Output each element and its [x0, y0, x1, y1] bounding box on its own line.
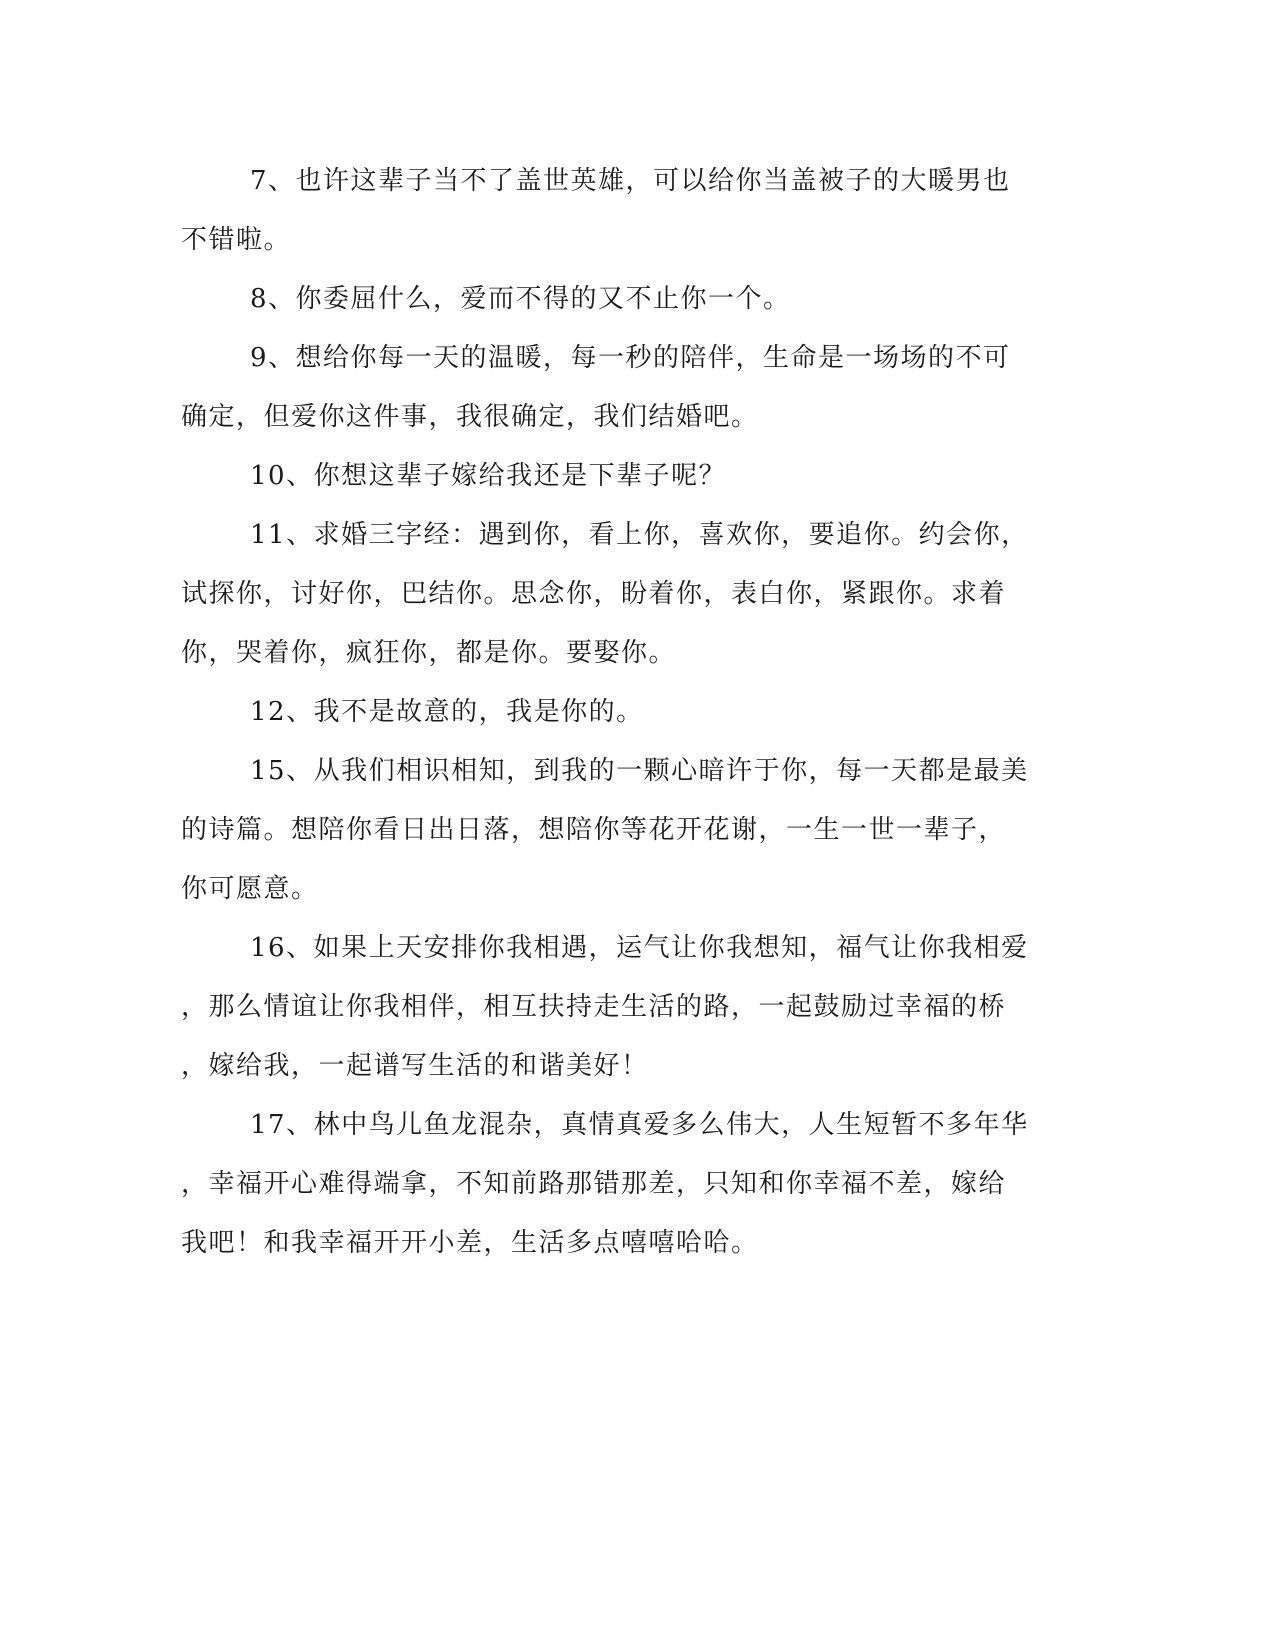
paragraph-17-line-1: 17、林中鸟儿鱼龙混杂，真情真爱多么伟大，人生短暂不多年华	[250, 1110, 1029, 1140]
paragraph-10-line-1: 10、你想这辈子嫁给我还是下辈子呢？	[250, 461, 727, 491]
paragraph-16-line-1: 16、如果上天安排你我相遇，运气让你我想知，福气让你我相爱	[250, 933, 1029, 963]
paragraph-7-line-2: 不错啦。	[181, 225, 292, 255]
paragraph-12-line-1: 12、我不是故意的，我是你的。	[250, 697, 644, 727]
paragraph-11-line-1: 11、求婚三字经：遇到你，看上你，喜欢你，要追你。约会你，	[250, 520, 1029, 550]
paragraph-17-line-2: ，幸福开心难得端拿，不知前路那错那差，只知和你幸福不差，嫁给	[181, 1169, 1007, 1199]
paragraph-17-line-3: 我吧！和我幸福开开小差，生活多点嘻嘻哈哈。	[181, 1228, 759, 1258]
paragraph-15-line-3: 你可愿意。	[181, 874, 319, 904]
paragraph-7-line-1: 7、也许这辈子当不了盖世英雄，可以给你当盖被子的大暖男也	[250, 166, 1011, 196]
paragraph-15-line-1: 15、从我们相识相知，到我的一颗心暗许于你，每一天都是最美	[250, 756, 1029, 786]
paragraph-9-line-1: 9、想给你每一天的温暖，每一秒的陪伴，生命是一场场的不可	[250, 343, 1011, 373]
paragraph-9-line-2: 确定，但爱你这件事，我很确定，我们结婚吧。	[181, 402, 759, 432]
paragraph-11-line-3: 你，哭着你，疯狂你，都是你。要娶你。	[181, 638, 677, 668]
paragraph-8-line-1: 8、你委屈什么，爱而不得的又不止你一个。	[250, 284, 791, 314]
paragraph-15-line-2: 的诗篇。想陪你看日出日落，想陪你等花开花谢，一生一世一辈子，	[181, 815, 1007, 845]
paragraph-16-line-3: ，嫁给我，一起谱写生活的和谐美好！	[181, 1051, 649, 1081]
paragraph-11-line-2: 试探你，讨好你，巴结你。思念你，盼着你，表白你，紧跟你。求着	[181, 579, 1007, 609]
paragraph-16-line-2: ，那么情谊让你我相伴，相互扶持走生活的路，一起鼓励过幸福的桥	[181, 992, 1007, 1022]
